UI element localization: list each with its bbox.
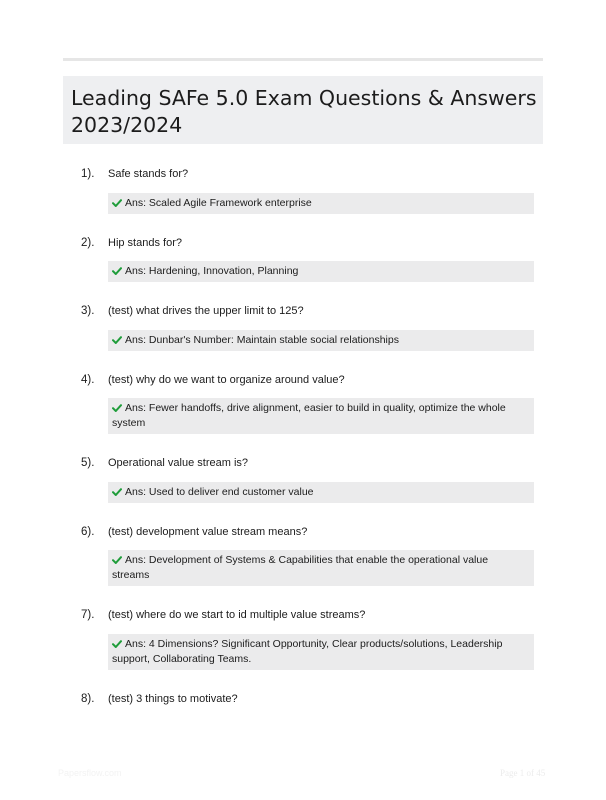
answer-box	[108, 550, 534, 586]
question-text: Operational value stream is?	[108, 457, 249, 469]
page-indicator: Page 1 of 45	[500, 768, 546, 778]
question-number: 3).	[81, 305, 95, 317]
answer-text: Ans: 4 Dimensions? Significant Opportunity, Clear products/solutions, Leadership support, Collaborating Teams.	[112, 638, 503, 665]
question-text: Hip stands for?	[108, 237, 182, 249]
checkmark-icon	[112, 488, 122, 496]
answer-box	[108, 482, 534, 503]
question-number: 1).	[81, 168, 95, 180]
answer-text: Ans: Development of Systems & Capabilities that enable the operational value streams	[112, 554, 489, 581]
document-title	[63, 76, 543, 144]
question-text: (test) why do we want to organize around value?	[108, 374, 345, 386]
question-number: 7).	[81, 609, 95, 621]
checkmark-icon	[112, 640, 122, 648]
question-number: 8).	[81, 693, 95, 705]
checkmark-icon	[112, 267, 122, 275]
answer-text: Ans: Fewer handoffs, drive alignment, easier to build in quality, optimize the whole system	[112, 402, 506, 429]
title-line-2: 2023/2024	[71, 113, 183, 137]
title-line-1: Leading SAFe 5.0 Exam Questions & Answers	[71, 86, 537, 110]
question-number: 2).	[81, 237, 95, 249]
answer-text: Ans: Scaled Agile Framework enterprise	[125, 197, 312, 209]
answer-box	[108, 398, 534, 434]
answer-box	[108, 261, 534, 282]
question-number: 5).	[81, 457, 95, 469]
checkmark-icon	[112, 336, 122, 344]
checkmark-icon	[112, 404, 122, 412]
answer-box	[108, 193, 534, 214]
question-text: (test) where do we start to id multiple value streams?	[108, 609, 366, 621]
answer-text: Ans: Used to deliver end customer value	[125, 486, 314, 498]
checkmark-icon	[112, 199, 122, 207]
answer-text: Ans: Hardening, Innovation, Planning	[125, 265, 299, 277]
checkmark-icon	[112, 556, 122, 564]
question-number: 6).	[81, 526, 95, 538]
answer-box	[108, 330, 534, 351]
question-text: Safe stands for?	[108, 168, 189, 180]
question-text: (test) development value stream means?	[108, 526, 308, 538]
top-divider	[63, 58, 543, 61]
answer-box	[108, 634, 534, 670]
answer-text: Ans: Dunbar's Number: Maintain stable social relationships	[125, 334, 399, 346]
question-number: 4).	[81, 374, 95, 386]
question-text: (test) what drives the upper limit to 125?	[108, 305, 304, 317]
footer-watermark: Papersflow.com	[58, 768, 122, 778]
question-text: (test) 3 things to motivate?	[108, 693, 238, 705]
